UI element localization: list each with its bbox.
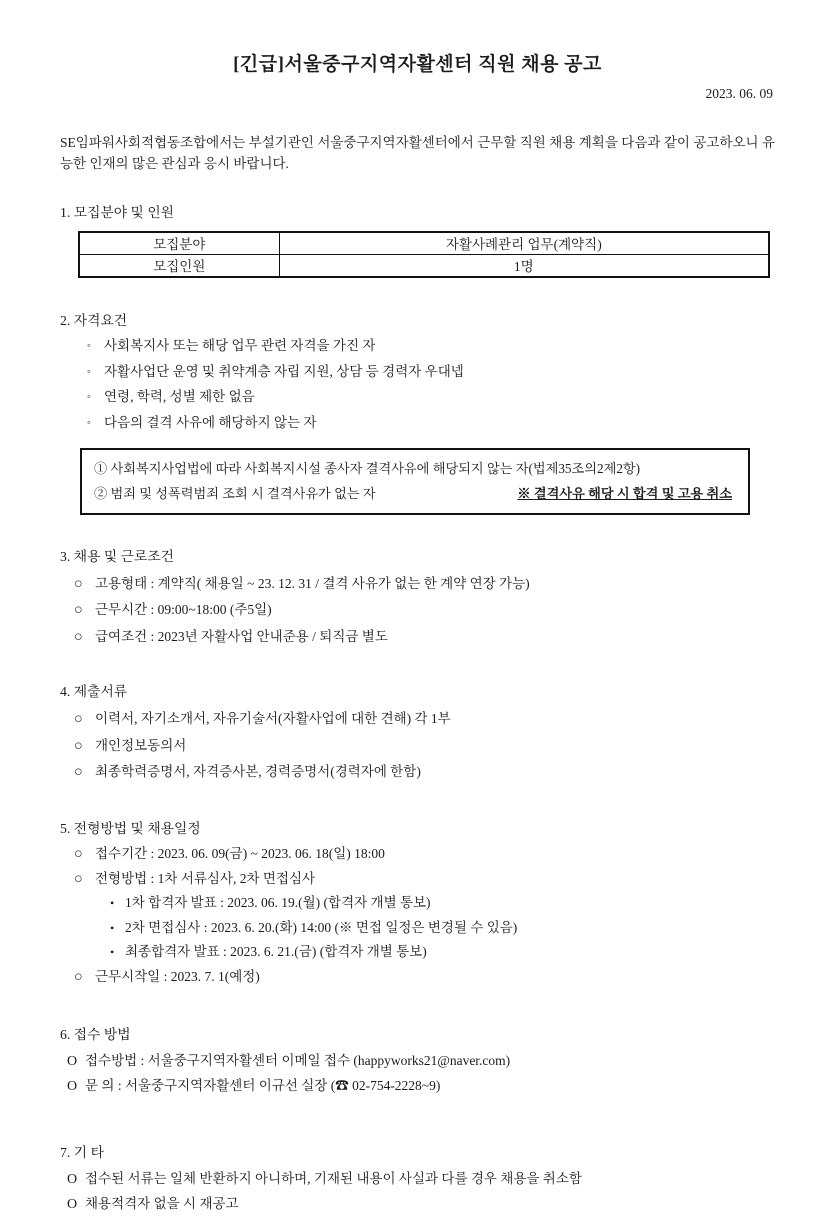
misc-list bbox=[60, 1167, 775, 1217]
list-item-text: 접수방법 : 서울중구지역자활센터 이메일 접수 (happyworks21@naver.com) bbox=[85, 1052, 511, 1068]
notice-line-1: ① 사회복지사업법에 따라 사회복지시설 종사자 결격사유에 해당되지 않는 자(법제35조의2제2항) bbox=[94, 461, 641, 477]
intro-paragraph: SE임파워사회적협동조합에서는 부설기관인 서울중구지역자활센터에서 근무할 직원 채용 계획을 다음과 같이 공고하오니 유능한 인재의 많은 관심과 응시 바랍니다. bbox=[60, 134, 775, 172]
circle-bullet-icon: ○ bbox=[74, 870, 83, 887]
list-item-text: 급여조건 : 2023년 자활사업 안내준용 / 퇴직금 별도 bbox=[95, 628, 388, 644]
list-item-text: 개인정보동의서 bbox=[95, 737, 187, 753]
circle-bullet-icon: ◦ bbox=[87, 416, 91, 429]
section-recruitment-field bbox=[60, 203, 775, 278]
notice-line-2-text: ② 범죄 및 성폭력범죄 조회 시 결격사유가 없는 자 bbox=[94, 486, 376, 502]
list-item-text: 근무시간 : 09:00~18:00 (주5일) bbox=[95, 602, 272, 618]
circle-bullet-icon: ○ bbox=[74, 711, 83, 728]
list-item-text: 접수기간 : 2023. 06. 09(금) ~ 2023. 06. 18(일) 18:00 bbox=[95, 846, 385, 862]
list-item-text: 사회복지사 또는 해당 업무 관련 자격을 가진 자 bbox=[104, 338, 376, 354]
sub-list-item bbox=[60, 940, 775, 965]
circle-bullet-icon: ○ bbox=[74, 968, 83, 985]
section-6-heading: 6. 접수 방법 bbox=[60, 1027, 131, 1043]
section-miscellaneous bbox=[60, 1143, 775, 1217]
sub-list-item bbox=[60, 916, 775, 941]
section-qualifications bbox=[60, 311, 775, 516]
section-5-heading: 5. 전형방법 및 채용일정 bbox=[60, 820, 201, 836]
list-item bbox=[60, 571, 775, 598]
list-item-text: 접수된 서류는 일체 반환하지 아니하며, 기재된 내용이 사실과 다를 경우 채용을 취소함 bbox=[85, 1170, 582, 1186]
application-list bbox=[60, 1049, 775, 1099]
list-item-text: 연령, 학력, 성별 제한 없음 bbox=[104, 389, 255, 405]
list-item bbox=[60, 733, 775, 760]
section-7-heading: 7. 기 타 bbox=[60, 1144, 104, 1160]
table-label-cell: 모집분야 bbox=[79, 232, 279, 255]
section-application-method bbox=[60, 1025, 775, 1099]
list-item bbox=[60, 597, 775, 624]
list-item-text: 최종학력증명서, 자격증사본, 경력증명서(경력자에 한함) bbox=[95, 764, 421, 780]
notice-line-2 bbox=[94, 481, 736, 506]
circle-bullet-icon: ○ bbox=[74, 764, 83, 781]
section-1-heading: 1. 모집분야 및 인원 bbox=[60, 204, 174, 220]
list-item bbox=[60, 706, 775, 733]
list-item bbox=[60, 759, 775, 786]
documents-list bbox=[60, 706, 775, 786]
sub-list-item-text: 최종합격자 발표 : 2023. 6. 21.(금) (합격자 개별 통보) bbox=[125, 944, 427, 960]
qualification-list bbox=[60, 334, 775, 436]
table-value-cell: 자활사례관리 업무(계약직) bbox=[279, 232, 769, 255]
list-item-text: 전형방법 : 1차 서류심사, 2차 면접심사 bbox=[95, 870, 316, 886]
circle-bullet-icon: ◦ bbox=[87, 365, 91, 378]
section-4-heading: 4. 제출서류 bbox=[60, 684, 128, 700]
list-item-text: 문 의 : 서울중구지역자활센터 이규선 실장 (☎ 02-754-2228~9) bbox=[85, 1077, 441, 1093]
list-item bbox=[60, 385, 775, 411]
table-label-cell: 모집인원 bbox=[79, 254, 279, 277]
sub-list-item bbox=[60, 891, 775, 916]
circle-bullet-icon: ○ bbox=[74, 628, 83, 645]
dot-bullet-icon: • bbox=[110, 920, 115, 935]
list-item-text: 이력서, 자기소개서, 자유기술서(자활사업에 대한 견해) 각 1부 bbox=[95, 711, 451, 727]
circle-bullet-icon: ○ bbox=[74, 846, 83, 863]
sub-list-item-text: 1차 합격자 발표 : 2023. 06. 19.(월) (합격자 개별 통보) bbox=[125, 895, 431, 911]
list-item-text: 다음의 결격 사유에 해당하지 않는 자 bbox=[104, 414, 317, 430]
recruitment-table bbox=[78, 231, 770, 278]
conditions-list bbox=[60, 571, 775, 651]
notice-emphasis: ※ 결격사유 해당 시 합격 및 고용 취소 bbox=[517, 486, 732, 502]
section-2-heading: 2. 자격요건 bbox=[60, 312, 128, 328]
list-item-text: 자활사업단 운영 및 취약계층 자립 지원, 상담 등 경력자 우대넵 bbox=[104, 363, 464, 379]
list-item bbox=[60, 334, 775, 360]
list-item bbox=[60, 360, 775, 386]
dot-bullet-icon: • bbox=[110, 945, 115, 960]
table-value-cell: 1명 bbox=[279, 254, 769, 277]
list-item-text: 근무시작일 : 2023. 7. 1(예정) bbox=[95, 968, 260, 984]
section-selection-schedule bbox=[60, 819, 775, 990]
page-title: [긴급]서울중구지역자활센터 직원 채용 공고 bbox=[233, 54, 602, 75]
dot-bullet-icon: • bbox=[110, 896, 115, 911]
disqualification-notice-box bbox=[80, 448, 750, 515]
list-item bbox=[60, 1167, 775, 1192]
document-date: 2023. 06. 09 bbox=[705, 85, 773, 101]
list-item bbox=[60, 624, 775, 651]
circle-bullet-icon: ○ bbox=[74, 602, 83, 619]
section-employment-conditions bbox=[60, 547, 775, 650]
list-item bbox=[60, 411, 775, 437]
circle-bullet-icon: ◦ bbox=[87, 391, 91, 404]
section-required-documents bbox=[60, 682, 775, 785]
list-item bbox=[60, 965, 775, 990]
list-item bbox=[60, 867, 775, 892]
circle-bullet-icon: ○ bbox=[74, 737, 83, 754]
schedule-list bbox=[60, 842, 775, 989]
circle-bullet-icon: ○ bbox=[74, 575, 83, 592]
circle-bullet-icon: O bbox=[67, 1196, 78, 1212]
circle-bullet-icon: O bbox=[67, 1078, 78, 1094]
list-item-text: 고용형태 : 계약직( 채용일 ~ 23. 12. 31 / 결격 사유가 없는 한 계약 연장 가능) bbox=[95, 575, 530, 591]
circle-bullet-icon: ◦ bbox=[87, 340, 91, 353]
circle-bullet-icon: O bbox=[67, 1171, 78, 1187]
circle-bullet-icon: O bbox=[67, 1053, 78, 1069]
section-3-heading: 3. 채용 및 근로조건 bbox=[60, 549, 174, 565]
list-item bbox=[60, 1074, 775, 1099]
list-item bbox=[60, 1192, 775, 1217]
table-row bbox=[79, 232, 769, 255]
sub-list-item-text: 2차 면접심사 : 2023. 6. 20.(화) 14:00 (※ 면접 일정은 변경될 수 있음) bbox=[125, 919, 518, 935]
list-item-text: 채용적격자 없을 시 재공고 bbox=[85, 1195, 239, 1211]
table-row bbox=[79, 254, 769, 277]
list-item bbox=[60, 842, 775, 867]
list-item bbox=[60, 1049, 775, 1074]
